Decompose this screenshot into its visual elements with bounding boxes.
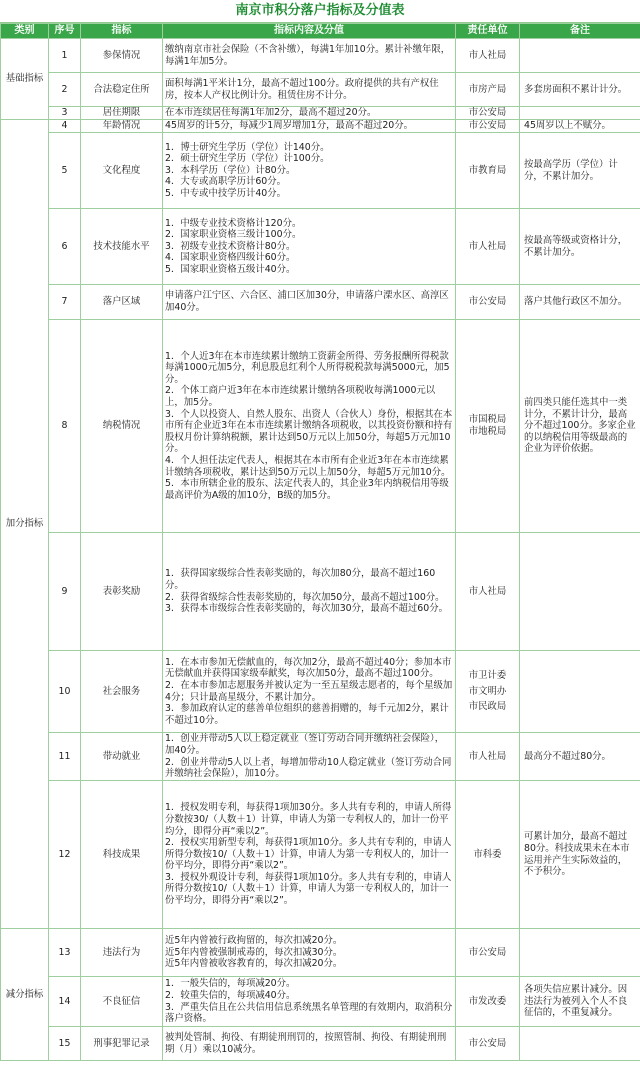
content-line: 近5年内曾被强制戒毒的，每次扣减30分。 — [165, 946, 343, 958]
header-remark: 备注 — [520, 24, 640, 39]
indicator-content — [163, 73, 456, 107]
content-line: 3．授权外观设计专利，每获得1项加10分。多人共有专利的，申请人所得分数按10/（人数＋1）计算，申请人为第一专利权人的，加计一份平均分，即得分再“乘以2”。 — [165, 871, 452, 907]
content-line: 4．个人担任法定代表人，根据其在本市所有企业近3年在本市连续累计缴纳各项税收，累计达到50万元以上加50分，每超5万元加10分。 — [165, 454, 451, 478]
content-line: 4．大专或高职学历计60分。 — [165, 176, 287, 188]
indicator-name: 科技成果 — [81, 781, 163, 929]
remark-cell — [520, 107, 640, 120]
content-line: 5．本市所辖企业的股东、法定代表人的，其企业3年内纳税信用等级最高评价为A级的加10分，B级的加5分。 — [165, 478, 449, 501]
table-row — [1, 285, 640, 320]
remark-cell: 可累计加分，最高不超过80分。科技成果未在本市运用并产生实际效益的，不予积分。 — [520, 781, 640, 929]
indicator-content — [163, 120, 456, 133]
remark-cell: 各项失信应累计减分。因违法行为被列入个人不良征信的，不重复减分。 — [520, 977, 640, 1027]
content-line: 近5年内曾被收容教育的，每次扣减20分。 — [165, 958, 343, 970]
content-line: 申请落户江宁区、六合区、浦口区加30分，申请落户溧水区、高淳区加40分。 — [165, 290, 449, 313]
header-number: 序号 — [49, 24, 81, 39]
indicator-name: 合法稳定住所 — [81, 73, 163, 107]
content-line: 3．获得本市级综合性表彰奖励的，每次加30分，最高不超过60分。 — [165, 603, 448, 615]
department-cell: 市公安局 — [456, 120, 520, 133]
category-cell: 基础指标 — [1, 39, 49, 120]
indicator-content — [163, 39, 456, 73]
content-line: 2．获得省级综合性表彰奖励的，每次加50分，最高不超过100分。 — [165, 591, 445, 603]
remark-cell: 45周岁以上不赋分。 — [520, 120, 640, 133]
content-line: 3．本科学历（学位）计80分。 — [165, 164, 296, 176]
content-line: 3．个人以投资人、自然人股东、出资人（合伙人）身份，根据其在本市所有企业近3年在本市连续累计缴纳各项税收，以其投资份额和持有股权月份计算纳税额，累计达到50万元以上加50分，每超5万元加10分。 — [165, 408, 453, 455]
indicator-name: 刑事犯罪记录 — [81, 1027, 163, 1061]
indicator-name: 违法行为 — [81, 929, 163, 977]
content-line: 1．中级专业技术资格计120分。 — [165, 217, 302, 229]
indicator-content — [163, 781, 456, 929]
content-line: 45周岁的计5分，每减少1周岁增加1分，最高不超过20分。 — [165, 120, 414, 132]
table-row — [1, 977, 640, 1027]
row-number: 13 — [49, 929, 81, 977]
content-line: 2．较重失信的，每项减40分。 — [165, 989, 296, 1001]
department-cell: 市人社局 — [456, 733, 520, 781]
indicator-name: 技术技能水平 — [81, 209, 163, 285]
department-name: 市民政局 — [468, 701, 507, 713]
content-line: 3．参加政府认定的慈善单位组织的慈善捐赠的，每千元加2分，累计不超过10分。 — [165, 703, 449, 726]
indicator-name: 居住期限 — [81, 107, 163, 120]
row-number: 1 — [49, 39, 81, 73]
header-department: 责任单位 — [456, 24, 520, 39]
remark-cell — [520, 1027, 640, 1061]
content-line: 2．创业并带动5人以上者，每增加带动10人稳定就业（签订劳动合同并缴纳社会保险），加10分。 — [165, 756, 452, 780]
content-line: 2．国家职业资格三级计100分。 — [165, 229, 302, 241]
table-row — [1, 533, 640, 651]
content-line: 2．在本市参加志愿服务并被认定为一至五星级志愿者的，每个星级加4分；只计最高星级分，不累计加分。 — [165, 679, 453, 703]
page-title: 南京市积分落户指标及分值表 — [0, 0, 640, 23]
content-line: 面积每满1平米计1分，最高不超过100分。政府提供的共有产权住房，按本人产权比例计分。租赁住房不计分。 — [165, 77, 439, 101]
indicator-content — [163, 929, 456, 977]
indicator-content — [163, 977, 456, 1027]
department-cell: 市人社局 — [456, 39, 520, 73]
department-cell — [456, 651, 520, 733]
table-row — [1, 133, 640, 209]
table-row — [1, 651, 640, 733]
content-line: 2．硕士研究生学历（学位）计100分。 — [165, 153, 330, 165]
row-number: 12 — [49, 781, 81, 929]
row-number: 5 — [49, 133, 81, 209]
remark-cell — [520, 929, 640, 977]
content-line: 1．在本市参加无偿献血的，每次加2分，最高不超过40分；参加本市无偿献血并获得国家级奉献奖，每次加50分，最高不超过100分。 — [165, 656, 452, 680]
indicator-content — [163, 285, 456, 320]
row-number: 9 — [49, 533, 81, 651]
category-cell: 减分指标 — [1, 929, 49, 1061]
content-line: 被判处管制、拘役、有期徒刑刑罚的，按照管制、拘役、有期徒刑刑期（月）乘以10减分。 — [165, 1031, 447, 1055]
content-line: 1．一般失信的，每项减20分。 — [165, 978, 296, 990]
table-row — [1, 733, 640, 781]
table-row — [1, 73, 640, 107]
indicator-name: 社会服务 — [81, 651, 163, 733]
department-cell: 市发改委 — [456, 977, 520, 1027]
row-number: 6 — [49, 209, 81, 285]
department-cell: 市国税局 市地税局 — [456, 320, 520, 533]
content-line: 在本市连续居住每满1年加2分，最高不超过20分。 — [165, 107, 377, 119]
table-row — [1, 320, 640, 533]
department-cell: 市教育局 — [456, 133, 520, 209]
remark-cell — [520, 533, 640, 651]
department-name: 市卫计委 — [468, 670, 507, 682]
row-number: 7 — [49, 285, 81, 320]
remark-cell: 按最高学历（学位）计分，不累计加分。 — [520, 133, 640, 209]
content-line: 1．获得国家级综合性表彰奖励的，每次加80分，最高不超过160分。 — [165, 568, 436, 591]
row-number: 10 — [49, 651, 81, 733]
indicator-name: 表彰奖励 — [81, 533, 163, 651]
category-cell: 加分指标 — [1, 120, 49, 929]
department-name: 市文明办 — [468, 685, 507, 697]
remark-cell: 前四类只能任选其中一类计分，不累计计分，最高分不超过100分。多家企业的以纳税信用等级最高的企业为评价依据。 — [520, 320, 640, 533]
department-cell: 市人社局 — [456, 533, 520, 651]
table-row — [1, 1027, 640, 1061]
content-line: 5．中专或中技学历计40分。 — [165, 187, 287, 199]
department-cell: 市科委 — [456, 781, 520, 929]
table-row — [1, 107, 640, 120]
indicator-content — [163, 1027, 456, 1061]
row-number: 8 — [49, 320, 81, 533]
remark-cell: 落户其他行政区不加分。 — [520, 285, 640, 320]
indicator-name: 落户区域 — [81, 285, 163, 320]
remark-cell: 多套房面积不累计计分。 — [520, 73, 640, 107]
table-row — [1, 39, 640, 73]
row-number: 3 — [49, 107, 81, 120]
row-number: 15 — [49, 1027, 81, 1061]
department-cell: 市人社局 — [456, 209, 520, 285]
header-row — [1, 24, 640, 39]
indicator-name: 纳税情况 — [81, 320, 163, 533]
header-category: 类别 — [1, 24, 49, 39]
content-line: 2．个体工商户近3年在本市连续累计缴纳各项税收每满1000元以上，加5分。 — [165, 385, 436, 409]
indicator-content — [163, 320, 456, 533]
content-line: 4．国家职业资格四级计60分。 — [165, 252, 296, 264]
remark-cell — [520, 39, 640, 73]
indicator-name: 不良征信 — [81, 977, 163, 1027]
department-cell: 市房产局 — [456, 73, 520, 107]
table-row — [1, 781, 640, 929]
row-number: 14 — [49, 977, 81, 1027]
content-line: 3．严重失信且在公共信用信息系统黑名单管理的有效期内，取消积分落户资格。 — [165, 1001, 453, 1025]
content-line: 近5年内曾被行政拘留的，每次扣减20分。 — [165, 935, 343, 947]
content-line: 3．初级专业技术资格计80分。 — [165, 240, 296, 252]
department-cell: 市公安局 — [456, 107, 520, 120]
content-line: 1．博士研究生学历（学位）计140分。 — [165, 141, 330, 153]
indicator-content — [163, 209, 456, 285]
department-cell: 市公安局 — [456, 1027, 520, 1061]
row-number: 11 — [49, 733, 81, 781]
table-row — [1, 929, 640, 977]
indicator-name: 年龄情况 — [81, 120, 163, 133]
indicator-name: 参保情况 — [81, 39, 163, 73]
indicator-content — [163, 133, 456, 209]
row-number: 2 — [49, 73, 81, 107]
remark-cell: 最高分不超过80分。 — [520, 733, 640, 781]
remark-cell — [520, 651, 640, 733]
content-line: 1．授权发明专利，每获得1项加30分。多人共有专利的，申请人所得分数按30/（人数＋1）计算，申请人为第一专利权人的，加计一份平均分，即得分再“乘以2”。 — [165, 802, 452, 837]
indicator-name: 文化程度 — [81, 133, 163, 209]
table-row — [1, 209, 640, 285]
indicator-content — [163, 107, 456, 120]
department-cell: 市公安局 — [456, 929, 520, 977]
department-cell: 市公安局 — [456, 285, 520, 320]
content-line: 5．国家职业资格五级计40分。 — [165, 263, 296, 275]
content-line: 1．创业并带动5人以上稳定就业（签订劳动合同并缴纳社会保险），加40分。 — [165, 733, 445, 756]
remark-cell: 按最高等级或资格计分，不累计加分。 — [520, 209, 640, 285]
indicator-content — [163, 533, 456, 651]
content-line: 2．授权实用新型专利，每获得1项加10分。多人共有专利的，申请人所得分数按10/（人数＋1）计算，申请人为第一专利权人的，加计一份平均分，即得分再“乘以2”。 — [165, 837, 452, 872]
header-content: 指标内容及分值 — [163, 24, 456, 39]
header-indicator: 指标 — [81, 24, 163, 39]
row-number: 4 — [49, 120, 81, 133]
indicator-name: 带动就业 — [81, 733, 163, 781]
points-table — [0, 23, 640, 1061]
content-line: 1．个人近3年在本市连续累计缴纳工资薪金所得、劳务报酬所得税款每满1000元加5分，利息股息红利个人所得税税款每满5000元，加5分。 — [165, 350, 450, 385]
indicator-content — [163, 651, 456, 733]
table-row — [1, 120, 640, 133]
indicator-content — [163, 733, 456, 781]
content-line: 缴纳南京市社会保险（不含补缴），每满1年加10分。累计补缴年限，每满1年加5分。 — [165, 43, 451, 67]
